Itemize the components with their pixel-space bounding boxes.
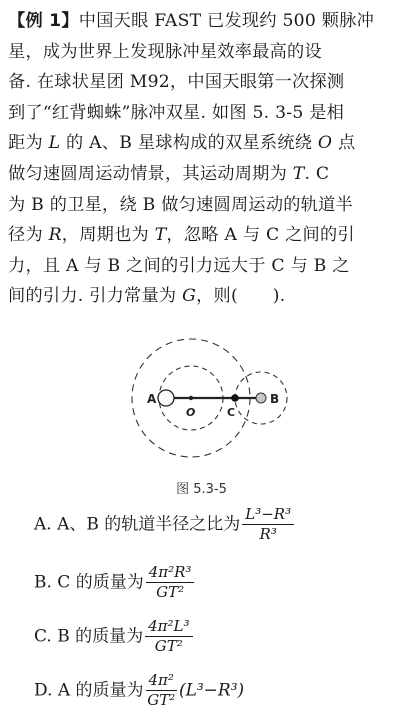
stem-line-10: 间的引力. 引力常量为 G，则( ). <box>8 286 286 307</box>
option-b-fraction: $\frac{\text{4π²R³}}{\text{GT²}}$ <box>146 564 195 602</box>
stem-line-9: 力，且 A 与 B 之间的引力远大于 C 与 B 之 <box>8 255 350 276</box>
stem-line-2: 星，成为世界上发现脉冲星效率最高的设 <box>8 41 322 62</box>
star-a <box>158 390 174 406</box>
label-a: A <box>147 392 157 406</box>
option-d-fraction: $\frac{\text{4π²}}{\text{GT²}}$ <box>147 671 176 710</box>
example-tag: 【例 1】 <box>8 11 79 31</box>
stem-line-7: 为 B 的卫星，绕 B 做匀速圆周运动的轨道半 <box>8 194 354 215</box>
option-b[interactable]: B. C 的质量为 $\frac{\text{4π²R³}}{\text{GT²}}$ <box>34 564 196 602</box>
option-c-fraction: $\frac{\text{4π²L³}}{\text{GT²}}$ <box>145 618 192 656</box>
label-b: B <box>270 392 280 406</box>
question-stem <box>8 6 400 312</box>
option-c[interactable]: C. B 的质量为 $\frac{\text{4π²L³}}{\text{GT²}}$ <box>34 618 195 656</box>
label-c: C <box>227 406 236 419</box>
stem-line-4: 到了“红背蜘蛛”脉冲双星. 如图 5. 3-5 是相 <box>8 102 345 123</box>
stem-line-1: 【例 1】中国天眼 FAST 已发现约 500 颗脉冲 <box>8 11 375 31</box>
option-a-fraction: $\frac{\text{L³−R³}}{\text{R³}}$ <box>242 506 294 544</box>
stem-line-3: 备. 在球状星团 M92，中国天眼第一次探测 <box>8 72 345 93</box>
stem-line-8: 径为 R，周期也为 T，忽略 A 与 C 之间的引 <box>8 225 355 246</box>
star-b <box>256 393 266 403</box>
stem-line-5: 距为 L 的 A、B 星球构成的双星系统绕 O 点 <box>8 133 356 154</box>
stem-line-6: 做匀速圆周运动情景，其运动周期为 T. C <box>8 163 330 184</box>
label-o: O <box>186 406 196 419</box>
center-o <box>189 396 193 400</box>
satellite-c <box>231 394 239 402</box>
option-d[interactable]: D. A 的质量为 $\frac{\text{4π²}}{\text{GT²}}$ (L³−R³) <box>34 671 245 710</box>
option-a[interactable]: A. A、B 的轨道半径之比为 $\frac{\text{L³−R³}}{\text{R³}}$ <box>34 506 296 544</box>
binary-star-diagram <box>120 328 300 476</box>
figure-caption: 图 5.3-5 <box>176 482 227 497</box>
